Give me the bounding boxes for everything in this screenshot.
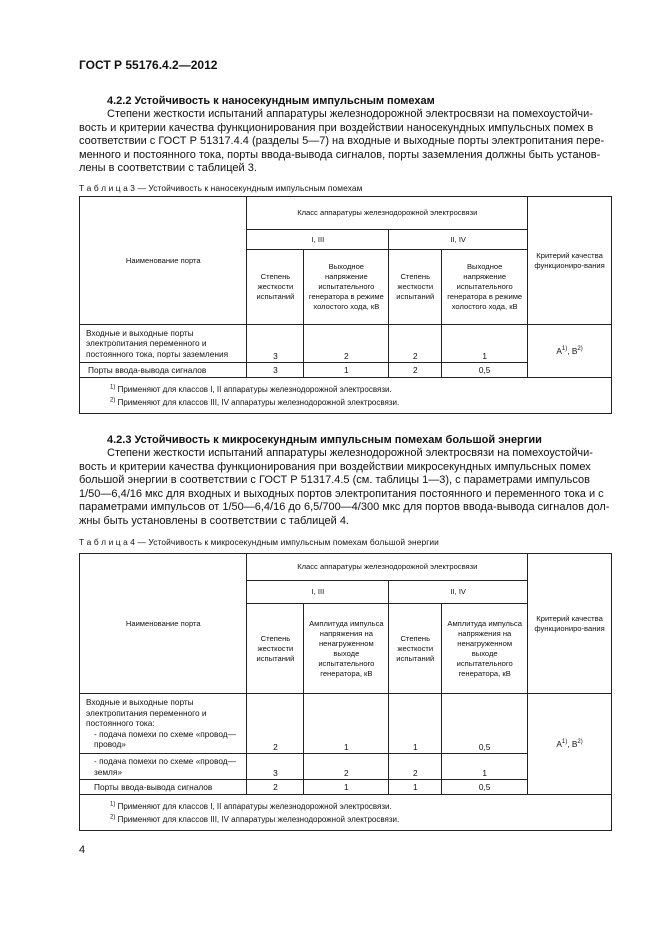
- table-cell: 1: [442, 754, 528, 780]
- table-note: [110, 813, 608, 826]
- paragraph-line: соответствии с ГОСТ Р 51317.4.4 (разделы 5—7) на входные и выходные порты электропитания пере-: [79, 135, 605, 148]
- paragraph-line: жны быть установлены в соответствии с таблицей 4.: [79, 514, 349, 527]
- paragraph-line: Степени жесткости испытаний аппаратуры железнодорожной электросвязи на помехоустойчи-: [107, 108, 593, 120]
- table-3-caption: Т а б л и ц а 3 — Устойчивость к наносекундным импульсным помехам: [79, 183, 363, 193]
- table-note: [110, 396, 608, 409]
- table-cell: 2: [389, 754, 442, 780]
- table-cell: 2: [247, 780, 304, 795]
- note-text: Применяют для классов III, IV аппаратуры железнодорожной электросвязи.: [117, 397, 400, 407]
- paragraph-line: параметрами импульсов от 1/50—6,4/16 до 6,5/700—4/300 мкс для портов ввода-вывода сигналов дол-: [79, 501, 610, 514]
- table-3-header-criterion: Критерий качества функциониро-вания: [528, 197, 612, 325]
- paragraph-line: 1/50—6,4/16 мкс для входных и выходных портов электропитания постоянного и переменного тока и с: [79, 487, 604, 500]
- table-row-name: Порты ввода-вывода сигналов: [80, 363, 247, 378]
- table-cell: 1: [304, 780, 389, 795]
- criterion-a: А: [556, 345, 562, 356]
- table-4: [79, 553, 612, 831]
- footnote-mark: 2): [110, 396, 116, 403]
- table-3-header-degree-2: Степень жесткости испытаний: [389, 250, 442, 325]
- table-3-group-1: I, III: [247, 230, 389, 250]
- criterion-b: , В: [567, 345, 578, 356]
- footnote-mark: 1): [110, 383, 116, 390]
- table-row-name: Порты ввода-вывода сигналов: [80, 780, 247, 795]
- table-cell: 2: [304, 754, 389, 780]
- table-4-header-amplitude-2: Амплитуда импульса напряжения на ненагруженном выходе испытательного генератора, кВ: [442, 604, 528, 694]
- note-text: Применяют для классов I, II аппаратуры железнодорожной электросвязи.: [117, 801, 392, 811]
- section-paragraph-4-2-2: [79, 108, 612, 176]
- table-3-criterion-value: [528, 325, 612, 378]
- section-paragraph-4-2-3: [79, 447, 612, 529]
- table-4-criterion-value: [528, 694, 612, 795]
- table-row-name: - подача помехи по схеме «провод—земля»: [80, 754, 247, 780]
- table-cell: 1: [442, 325, 528, 363]
- footnote-mark: 1): [110, 800, 116, 807]
- section-title-4-2-2: 4.2.2 Устойчивость к наносекундным импульсным помехам: [107, 95, 435, 107]
- table-cell: 1: [304, 694, 389, 754]
- paragraph-line: вость и критерии качества функционирования при воздействии наносекундных импульсных помех в: [79, 121, 594, 134]
- table-note: [110, 800, 608, 813]
- table-cell: 0,5: [442, 780, 528, 795]
- document-header: ГОСТ Р 55176.4.2—2012: [79, 58, 218, 72]
- table-4-header-amplitude-1: Амплитуда импульса напряжения на ненагруженном выходе испытательного генератора, кВ: [304, 604, 389, 694]
- paragraph-line: лены в соответствии с таблицей 3.: [79, 162, 257, 175]
- table-cell: 1: [389, 694, 442, 754]
- table-cell: 2: [247, 694, 304, 754]
- table-3-header-port: Наименование порта: [80, 197, 247, 325]
- table-4-group-2: II, IV: [389, 581, 528, 604]
- section-title-4-2-3: 4.2.3 Устойчивость к микросекундным импульсным помехам большой энергии: [107, 434, 542, 446]
- table-cell: 0,5: [442, 363, 528, 378]
- table-3-group-2: II, IV: [389, 230, 528, 250]
- table-3-header-voltage-1: Выходное напряжение испытательного генератора в режиме холостого хода, кВ: [304, 250, 389, 325]
- footnote-ref: 1): [561, 345, 568, 352]
- table-3-notes: [80, 378, 612, 414]
- criterion-a: А: [556, 738, 562, 749]
- table-cell: 3: [247, 325, 304, 363]
- table-4-header-criterion: Критерий качества функциониро-вания: [528, 554, 612, 694]
- table-4-group-1: I, III: [247, 581, 389, 604]
- table-3-header-degree-1: Степень жесткости испытаний: [247, 250, 304, 325]
- table-3-header-voltage-2: Выходное напряжение испытательного генератора в режиме холостого хода, кВ: [442, 250, 528, 325]
- note-text: Применяют для классов I, II аппаратуры железнодорожной электросвязи.: [117, 384, 392, 394]
- table-cell: 2: [389, 363, 442, 378]
- table-cell: 1: [304, 363, 389, 378]
- note-text: Применяют для классов III, IV аппаратуры железнодорожной электросвязи.: [117, 814, 400, 824]
- paragraph-line: Степени жесткости испытаний аппаратуры железнодорожной электросвязи на помехоустойчи-: [107, 447, 593, 459]
- paragraph-line: вость и критерии качества функционирования при воздействии микросекундных импульсных помех: [79, 460, 591, 473]
- criterion-b: , В: [567, 738, 578, 749]
- table-3-header-class: Класс аппаратуры железнодорожной электросвязи: [247, 197, 528, 230]
- table-4-header-degree-2: Степень жесткости испытаний: [389, 604, 442, 694]
- table-4-caption: Т а б л и ц а 4 — Устойчивость к микросекундным импульсным помехам большой энергии: [79, 537, 439, 547]
- table-row-group: [80, 694, 247, 754]
- table-cell: 2: [389, 325, 442, 363]
- table-cell: 1: [389, 780, 442, 795]
- table-cell: 2: [304, 325, 389, 363]
- page-number: 4: [79, 844, 86, 856]
- table-4-header-port: Наименование порта: [80, 554, 247, 694]
- table-row-name: Входные и выходные порты электропитания переменного и постоянного тока, порты заземления: [80, 325, 247, 363]
- paragraph-line: менного и постоянного тока, порты ввода-вывода сигналов, порты заземления должны быть установ-: [79, 148, 601, 161]
- table-row-group-label: Входные и выходные порты электропитания переменного и постоянного тока:: [86, 697, 207, 728]
- table-cell: 3: [247, 754, 304, 780]
- table-4-header-degree-1: Степень жесткости испытаний: [247, 604, 304, 694]
- table-cell: 0,5: [442, 694, 528, 754]
- footnote-ref: 2): [577, 345, 583, 352]
- footnote-ref: 2): [577, 738, 583, 745]
- table-note: [110, 383, 608, 396]
- table-4-header-class: Класс аппаратуры железнодорожной электросвязи: [247, 554, 528, 581]
- paragraph-line: большой энергии в соответствии с ГОСТ Р 51317.4.5 (см. таблицы 1—3), с параметрами импульсов: [79, 474, 590, 487]
- footnote-mark: 2): [110, 813, 116, 820]
- table-3: [79, 196, 612, 414]
- footnote-ref: 1): [561, 738, 568, 745]
- table-4-notes: [80, 795, 612, 831]
- table-row-name: - подача помехи по схеме «провод—провод»: [94, 728, 236, 749]
- table-cell: 3: [247, 363, 304, 378]
